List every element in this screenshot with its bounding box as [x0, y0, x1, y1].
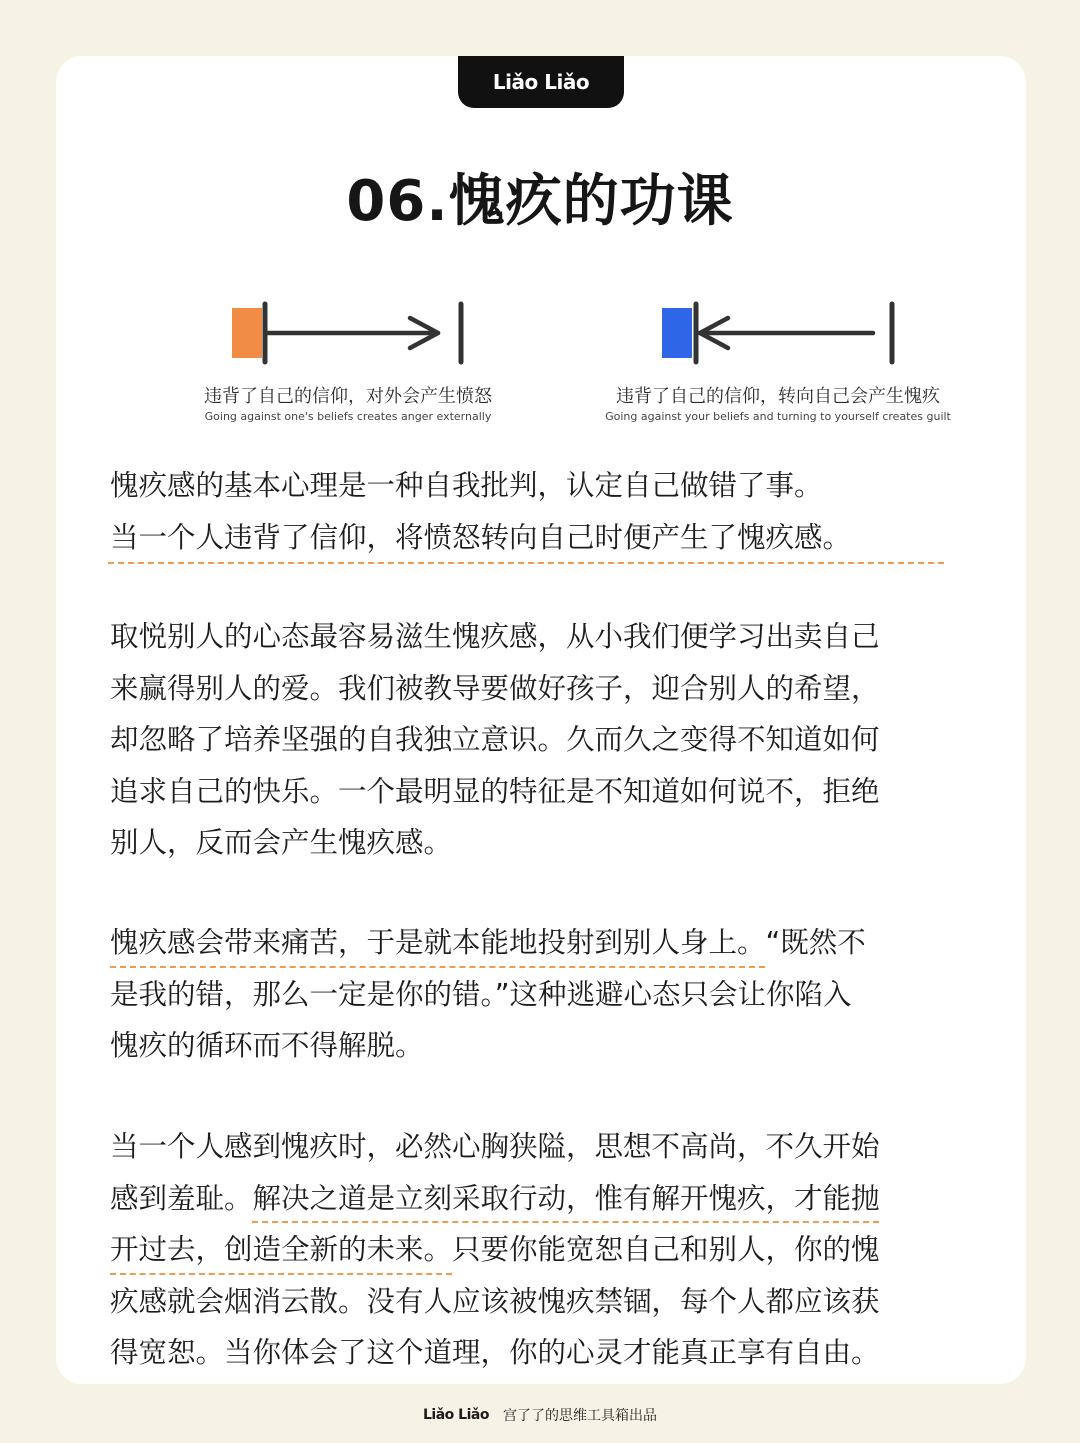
text-line: 却忽略了培养坚强的自我独立意识。久而久之变得不知道如何: [110, 723, 880, 756]
paragraph-definition: [110, 460, 980, 563]
paragraph-projection: [110, 917, 980, 1072]
text-line: 当一个人感到愧疚时，必然心胸狭隘，思想不高尚，不久开始: [110, 1130, 880, 1163]
text-line: [110, 1173, 980, 1225]
text-segment: “既然不: [765, 926, 866, 959]
text-line: 愧疚感的基本心理是一种自我批判，认定自己做错了事。: [110, 469, 823, 502]
text-line: 是我的错，那么一定是你的错。”这种逃避心态只会让你陷入: [110, 977, 852, 1011]
text-line: 疚感就会烟消云散。没有人应该被愧疚禁锢，每个人都应该获: [110, 1284, 880, 1318]
highlighted-text: 开过去，创造全新的未来。: [110, 1233, 453, 1266]
text-line: 愧疚的循环而不得解脱。: [110, 1029, 424, 1062]
anger-caption-en: Going against one's beliefs creates anger externally: [204, 410, 492, 423]
brand-logo: [458, 56, 624, 108]
guilt-diagram: [662, 304, 892, 362]
footer-credit: 宫了了的思维工具箱出品: [502, 1408, 657, 1424]
text-line: 来赢得别人的爱。我们被教导要做好孩子，迎合别人的希望，: [110, 671, 880, 705]
brand-logo-text: Liǎo Liǎo: [492, 70, 590, 94]
footer-logo: Liǎo Liǎo: [423, 1407, 489, 1423]
highlighted-text: 解决之道是立刻采取行动，惟有解开愧疚，才能抛: [252, 1181, 880, 1215]
text-line: [110, 917, 980, 969]
text-line: 当一个人违背了信仰，将愤怒转向自己时便产生了愧疚感。: [110, 520, 852, 554]
text-line: 得宽恕。当你体会了这个道理，你的心灵才能真正享有自由。: [110, 1336, 880, 1369]
section-divider: [108, 562, 944, 564]
text-line: 追求自己的快乐。一个最明显的特征是不知道如何说不，拒绝: [110, 774, 880, 808]
text-line: [110, 1224, 980, 1276]
paragraph-solution: [110, 1121, 980, 1379]
text-line: 取悦别人的心态最容易滋生愧疚感，从小我们便学习出卖自己: [110, 620, 880, 653]
page-title: 06.愧疚的功课: [346, 169, 734, 234]
anger-caption-zh: 违背了自己的信仰，对外会产生愤怒: [204, 386, 492, 407]
guilt-caption-zh: 违背了自己的信仰，转向自己会产生愧疚: [616, 386, 940, 407]
anger-block: [232, 308, 262, 358]
anger-diagram: [232, 304, 461, 362]
guilt-caption-en: Going against your beliefs and turning to yourself creates guilt: [605, 410, 951, 423]
footer: [0, 1400, 1080, 1430]
text-segment: 感到羞耻。: [110, 1181, 253, 1215]
paragraph-people-pleasing: [110, 611, 980, 869]
text-line: 别人，反而会产生愧疚感。: [110, 826, 453, 859]
text-segment: 只要你能宽恕自己和别人，你的愧: [452, 1233, 880, 1266]
guilt-block: [662, 308, 692, 358]
highlighted-text: 愧疚感会带来痛苦，于是就本能地投射到别人身上。: [110, 926, 766, 959]
